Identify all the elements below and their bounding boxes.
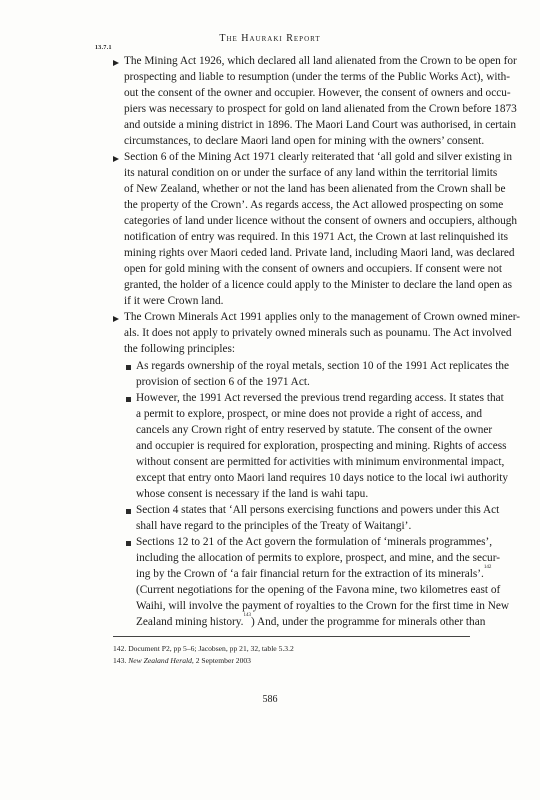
text-line: The Mining Act 1926, which declared all land alienated from the Crown to be open for	[124, 55, 517, 67]
text-line: Section 4 states that ‘All persons exercising functions and powers under this Act	[136, 504, 500, 516]
text-line: a permit to explore, prospect, or mine does not provide a right of access, and	[136, 408, 483, 420]
text-line: However, the 1991 Act reversed the previous trend regarding access. It states that	[136, 392, 504, 404]
text-line: The Crown Minerals Act 1991 applies only to the management of Crown owned miner-	[124, 311, 521, 323]
footnote-divider	[113, 636, 470, 637]
footnote-ref-143[interactable]: 143	[243, 613, 252, 618]
text-line: circumstances, to declare Maori land open for mining with the owners’ consent.	[124, 135, 485, 147]
text-line: out the consent of the owner and occupier. However, the consent of owners and occu-	[124, 87, 511, 99]
text-line: including the allocation of permits to explore, prospect, and mine, and the secur-	[136, 552, 500, 564]
text-line	[136, 567, 491, 581]
text-span: ) And, under the programme for minerals other than	[251, 616, 486, 628]
text-line: without consent are permitted for activities with minimum environmental impact,	[136, 456, 505, 468]
text-line: except that entry onto Maori land requires 10 days notice to the local iwi authority	[136, 472, 509, 484]
section-number: 13.7.1	[95, 45, 112, 51]
bullet-triangle-icon	[113, 60, 119, 66]
footnote-text: , 2 September 2003	[191, 656, 251, 665]
text-line: shall have regard to the principles of the Treaty of Waitangi’.	[136, 520, 412, 532]
text-line: provision of section 6 of the 1971 Act.	[136, 376, 310, 388]
text-line: open for gold mining with the consent of owners and occupiers. If consent were not	[124, 263, 503, 275]
text-line: its natural condition on or under the surface of any land within the territorial limits	[124, 167, 498, 179]
text-line: Section 6 of the Mining Act 1971 clearly reiterated that ‘all gold and silver existing in	[124, 151, 513, 163]
text-line: the property of the Crown’. As regards access, the Act allowed prospecting on some	[124, 199, 504, 211]
text-line: whose consent is necessary if the land is wahi tapu.	[136, 488, 369, 500]
bullet-triangle-icon	[113, 316, 119, 322]
text-line: cancels any Crown right of entry reserved by statute. The consent of the owner	[136, 424, 493, 436]
text-line: piers was necessary to prospect for gold on land alienated from the Crown before 1873	[124, 103, 517, 115]
text-line: als. It does not apply to privately owned minerals such as pounamu. The Act involved	[124, 327, 512, 339]
text-line: the following principles:	[124, 343, 236, 355]
footnote-ref-142[interactable]: 142	[483, 565, 492, 570]
bullet-triangle-icon	[113, 156, 119, 162]
text-line: of New Zealand, whether or not the land has been alienated from the Crown shall be	[124, 183, 506, 195]
footnote-142	[113, 644, 294, 653]
text-span: ing by the Crown of ‘a fair financial return for the extraction of its minerals’.	[136, 568, 484, 580]
text-line: (Current negotiations for the opening of the Favona mine, two kilometres east of	[136, 584, 501, 596]
text-line: if it were Crown land.	[124, 295, 224, 307]
text-line: categories of land under licence without the consent of owners and occupiers, although	[124, 215, 518, 227]
bullet-square-icon	[126, 541, 131, 546]
footnote-number: 143.	[113, 656, 127, 665]
footnote-number: 142.	[113, 644, 127, 653]
footnote-italic-title: New Zealand Herald	[128, 656, 192, 665]
text-line: and occupier is required for exploration, prospecting and mining. Rights of access	[136, 440, 507, 452]
footnote-143	[113, 656, 251, 665]
text-line: Waihi, will involve the payment of royalties to the Crown for the first time in New	[136, 600, 510, 612]
bullet-square-icon	[126, 365, 131, 370]
bullet-square-icon	[126, 509, 131, 514]
text-line: prospecting and liable to resumption (under the terms of the Public Works Act), with-	[124, 71, 511, 83]
running-head: The Hauraki Report	[219, 33, 321, 44]
text-line: and outside a mining district in 1896. The Maori Land Court was authorised, in certain	[124, 119, 516, 131]
page-number: 586	[262, 694, 278, 705]
text-line: mining rights over Maori ceded land. Private land, including Maori land, was declared	[124, 247, 515, 259]
text-line	[136, 615, 485, 629]
text-line: Sections 12 to 21 of the Act govern the formulation of ‘minerals programmes’,	[136, 536, 493, 548]
text-line: granted, the holder of a licence could apply to the Minister to declare the land open as	[124, 279, 513, 291]
footnote-text: Document P2, pp 5–6; Jacobsen, pp 21, 32, table 5.3.2	[128, 644, 294, 653]
text-span: Zealand mining history.	[136, 616, 244, 628]
text-line: As regards ownership of the royal metals, section 10 of the 1991 Act replicates the	[136, 360, 510, 372]
bullet-square-icon	[126, 397, 131, 402]
text-line: notification of entry was required. In this 1971 Act, the Crown at last relinquished its	[124, 231, 509, 243]
